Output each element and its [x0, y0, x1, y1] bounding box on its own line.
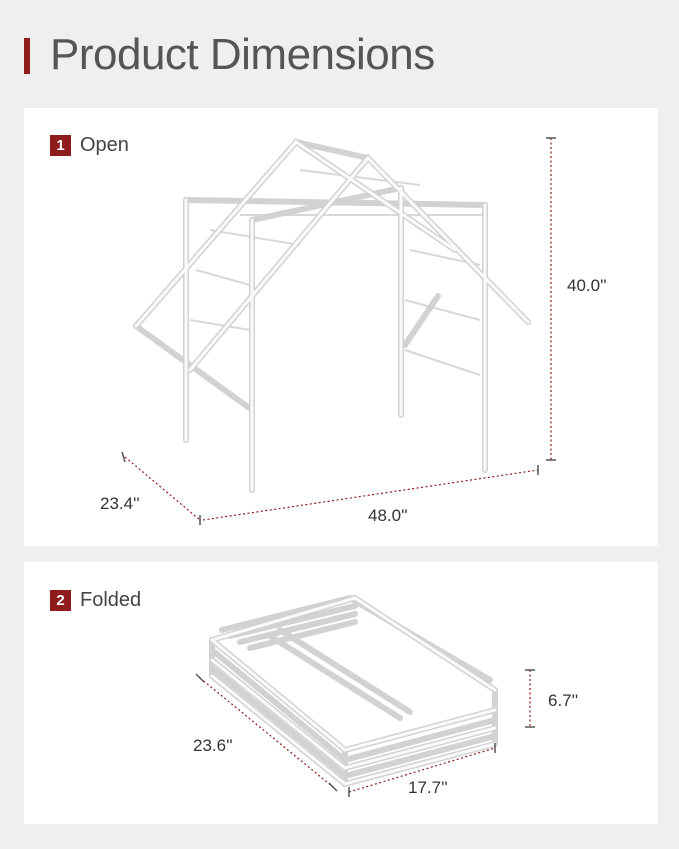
- folded-depth-label: 23.6'': [193, 736, 233, 755]
- open-section-label: Open: [80, 134, 129, 156]
- open-height-dimension-line: [546, 138, 556, 460]
- folded-height-dimension-line: [525, 670, 535, 727]
- folded-width-label: 17.7'': [408, 778, 448, 797]
- open-rack-rods: [186, 142, 485, 375]
- folded-section-label: Folded: [80, 589, 142, 611]
- page-title: Product Dimensions: [50, 30, 435, 79]
- folded-rack-bars: [212, 598, 495, 784]
- folded-section-number: 2: [50, 590, 71, 611]
- open-depth-label: 23.4'': [100, 494, 140, 513]
- folded-rack-drawing: [212, 598, 495, 784]
- open-rack-frame: [136, 142, 528, 490]
- open-height-label: 40.0'': [567, 276, 607, 295]
- folded-height-label: 6.7'': [548, 691, 579, 710]
- open-depth-dimension-line: [122, 452, 200, 525]
- open-width-label: 48.0'': [368, 506, 408, 525]
- open-section-number: 1: [50, 135, 71, 156]
- open-rack-drawing: [136, 142, 528, 490]
